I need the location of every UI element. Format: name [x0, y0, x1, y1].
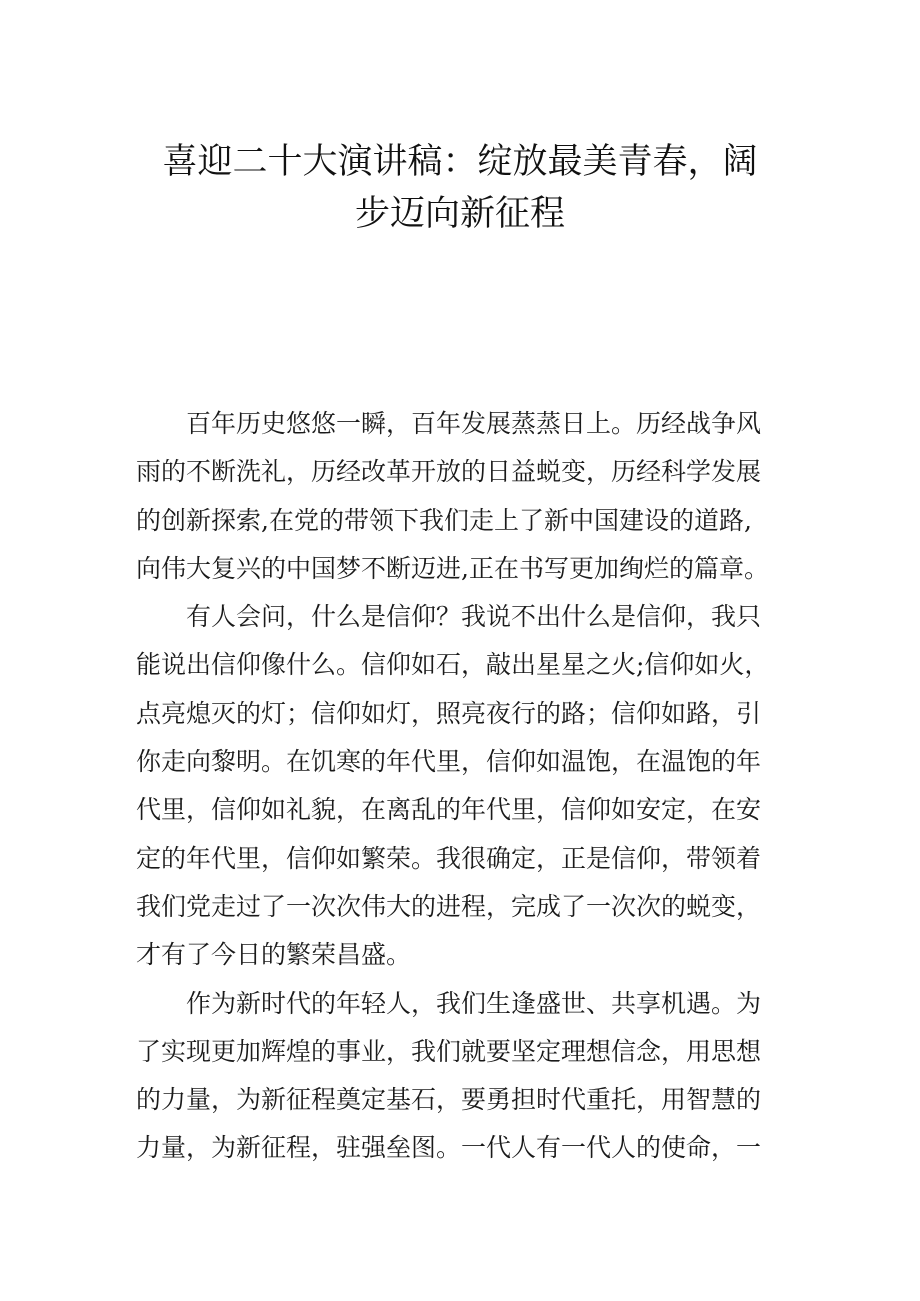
text-line: 向伟大复兴的中国梦不断迈进,正在书写更加绚烂的篇章。	[136, 553, 769, 583]
title-line-1: 喜迎二十大演讲稿：绽放最美青春，阔	[162, 142, 758, 182]
text-line: 有人会问，什么是信仰？我说不出什么是信仰，我只	[186, 602, 762, 632]
text-line: 才有了今日的繁荣昌盛。	[136, 940, 412, 970]
text-line: 的力量，为新征程奠定基石，要勇担时代重托，用智慧的	[136, 1085, 762, 1115]
text-line: 你走向黎明。在饥寒的年代里，信仰如温饱，在温饱的年	[136, 747, 762, 777]
text-line: 能说出信仰像什么。信仰如石，敲出星星之火;信仰如火，	[136, 650, 770, 680]
text-line: 我们党走过了一次次伟大的进程，完成了一次次的蜕变，	[136, 891, 762, 921]
text-line: 作为新时代的年轻人，我们生逢盛世、共享机遇。为	[186, 988, 762, 1018]
text-line: 点亮熄灭的灯；信仰如灯，照亮夜行的路；信仰如路，引	[136, 698, 762, 728]
text-line: 百年历史悠悠一瞬，百年发展蒸蒸日上。历经战争风	[186, 409, 762, 438]
paragraph-2	[136, 593, 796, 979]
paragraph-3	[136, 980, 796, 1173]
text-line: 了实现更加辉煌的事业，我们就要坚定理想信念，用思想	[136, 1036, 762, 1066]
title-line-2: 步迈向新征程	[354, 194, 565, 234]
text-line: 雨的不断洗礼，历经改革开放的日益蜕变，历经科学发展	[136, 457, 762, 487]
text-line: 定的年代里，信仰如繁荣。我很确定，正是信仰，带领着	[136, 843, 762, 873]
document-title	[0, 136, 920, 240]
text-line: 的创新探索,在党的带领下我们走上了新中国建设的道路,	[136, 505, 752, 535]
text-line: 代里，信仰如礼貌，在离乱的年代里，信仰如安定，在安	[136, 795, 762, 825]
text-line: 力量，为新征程，驻强垒图。一代人有一代人的使命，一	[136, 1133, 762, 1163]
document-body	[136, 400, 796, 1173]
paragraph-1	[136, 400, 796, 593]
